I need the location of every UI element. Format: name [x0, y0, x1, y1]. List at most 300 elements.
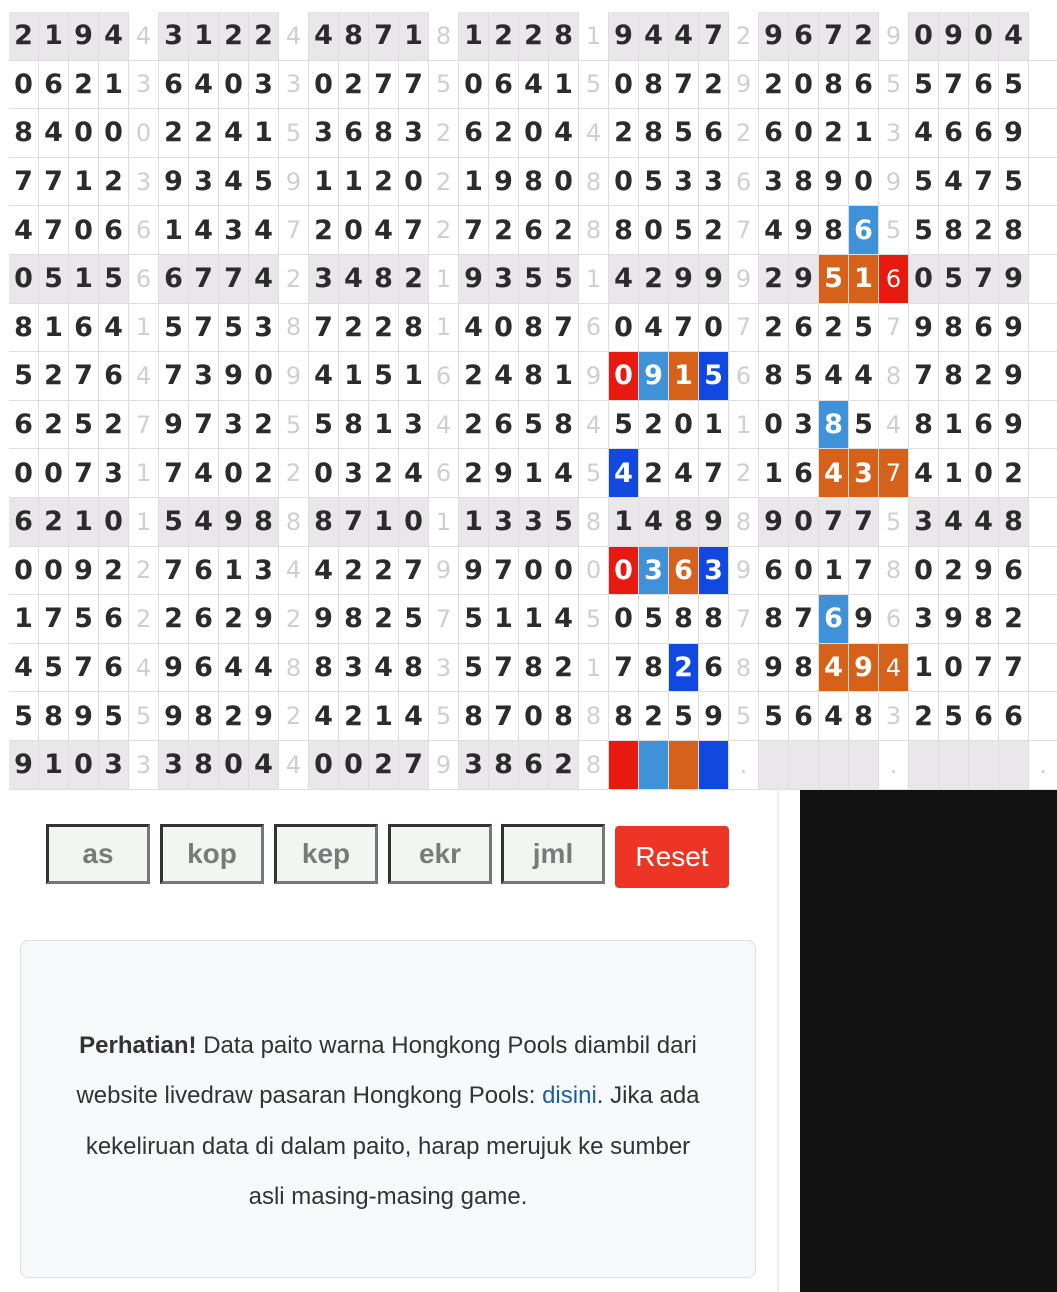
- result-digit: 1: [549, 61, 579, 109]
- highlighted-digit: 1: [849, 255, 879, 303]
- result-digit: 0: [309, 61, 339, 109]
- result-digit: 8: [999, 206, 1029, 254]
- separator-digit: 6: [879, 595, 909, 643]
- separator-digit: 9: [279, 158, 309, 206]
- result-digit: 4: [639, 498, 669, 546]
- result-digit: 7: [699, 449, 729, 497]
- result-digit: 4: [849, 352, 879, 400]
- paito-row: [9, 12, 1057, 61]
- result-digit: 7: [159, 352, 189, 400]
- result-digit: 8: [399, 644, 429, 692]
- result-digit: 6: [789, 304, 819, 352]
- separator-digit: 1: [129, 498, 159, 546]
- result-digit: 3: [219, 401, 249, 449]
- result-digit: 4: [249, 255, 279, 303]
- paito-row: [9, 547, 1057, 596]
- result-digit: 0: [789, 109, 819, 157]
- result-digit: 9: [789, 206, 819, 254]
- result-digit: 2: [609, 109, 639, 157]
- result-digit: 7: [189, 304, 219, 352]
- result-digit: 6: [519, 206, 549, 254]
- side-panel: [800, 790, 1057, 1292]
- result-digit: 7: [159, 547, 189, 595]
- result-digit: 4: [309, 12, 339, 60]
- result-digit: 6: [159, 61, 189, 109]
- result-digit: 1: [309, 158, 339, 206]
- color-swatch: [609, 741, 639, 789]
- result-digit: 2: [549, 206, 579, 254]
- result-digit: 9: [459, 255, 489, 303]
- separator-digit: [1029, 109, 1057, 157]
- result-digit: 9: [219, 352, 249, 400]
- result-digit: 2: [969, 352, 999, 400]
- result-digit: 7: [969, 644, 999, 692]
- result-digit: 2: [489, 109, 519, 157]
- result-digit: 8: [549, 692, 579, 740]
- separator-digit: [1029, 206, 1057, 254]
- kep-input[interactable]: kep: [274, 824, 378, 884]
- result-digit: 9: [909, 304, 939, 352]
- result-digit: 5: [669, 206, 699, 254]
- result-digit: 3: [669, 158, 699, 206]
- result-digit: 8: [249, 498, 279, 546]
- separator-digit: 5: [579, 449, 609, 497]
- separator-digit: 7: [429, 595, 459, 643]
- result-digit: 8: [639, 61, 669, 109]
- kop-input[interactable]: kop: [160, 824, 264, 884]
- result-digit: 2: [369, 547, 399, 595]
- separator-digit: 2: [729, 12, 759, 60]
- result-digit: 0: [309, 449, 339, 497]
- result-digit: 2: [819, 109, 849, 157]
- result-digit: 1: [39, 304, 69, 352]
- result-digit: 3: [339, 449, 369, 497]
- result-digit: 8: [819, 206, 849, 254]
- result-digit: 7: [189, 255, 219, 303]
- separator-digit: 5: [579, 595, 609, 643]
- separator-digit: 4: [579, 401, 609, 449]
- result-digit: 7: [789, 595, 819, 643]
- result-digit: 9: [999, 255, 1029, 303]
- result-digit: 4: [459, 304, 489, 352]
- result-digit: 1: [339, 352, 369, 400]
- result-digit: 7: [399, 547, 429, 595]
- result-digit: 0: [219, 741, 249, 789]
- result-digit: 1: [399, 12, 429, 60]
- separator-digit: 9: [879, 158, 909, 206]
- highlighted-digit: 3: [849, 449, 879, 497]
- result-digit: 8: [9, 304, 39, 352]
- separator-digit: 1: [729, 401, 759, 449]
- paito-row: [9, 109, 1057, 158]
- result-digit: 8: [39, 692, 69, 740]
- result-digit: 4: [369, 206, 399, 254]
- result-digit: 7: [699, 12, 729, 60]
- result-digit: 8: [819, 61, 849, 109]
- result-digit: 0: [639, 206, 669, 254]
- result-digit: 5: [39, 255, 69, 303]
- result-digit: 8: [339, 595, 369, 643]
- result-digit: 0: [219, 449, 249, 497]
- result-digit: 6: [189, 547, 219, 595]
- separator-digit: 5: [579, 61, 609, 109]
- result-digit: 3: [99, 449, 129, 497]
- result-digit: 3: [219, 206, 249, 254]
- paito-row: [9, 595, 1057, 644]
- result-digit: 2: [699, 61, 729, 109]
- separator-digit: 5: [279, 401, 309, 449]
- result-digit: 7: [399, 206, 429, 254]
- result-digit: 8: [489, 741, 519, 789]
- result-digit: [819, 741, 849, 789]
- separator-digit: 6: [429, 352, 459, 400]
- result-digit: 0: [39, 449, 69, 497]
- result-digit: 1: [69, 158, 99, 206]
- result-digit: 2: [969, 206, 999, 254]
- result-digit: 0: [609, 158, 639, 206]
- highlighted-digit: 0: [609, 352, 639, 400]
- result-digit: 7: [399, 741, 429, 789]
- result-digit: 1: [69, 255, 99, 303]
- result-digit: 1: [369, 498, 399, 546]
- result-digit: 9: [69, 12, 99, 60]
- separator-digit: 2: [129, 547, 159, 595]
- result-digit: 2: [369, 595, 399, 643]
- result-digit: 4: [759, 206, 789, 254]
- highlighted-digit: 5: [699, 352, 729, 400]
- separator-digit: [1029, 158, 1057, 206]
- result-digit: 0: [969, 449, 999, 497]
- separator-digit: 1: [579, 644, 609, 692]
- result-digit: 7: [309, 304, 339, 352]
- separator-digit: 9: [729, 61, 759, 109]
- separator-digit: 4: [129, 12, 159, 60]
- separator-digit: 9: [579, 352, 609, 400]
- result-digit: 3: [519, 498, 549, 546]
- separator-digit: 9: [429, 547, 459, 595]
- result-digit: 8: [339, 12, 369, 60]
- result-digit: 3: [489, 498, 519, 546]
- result-digit: 7: [489, 692, 519, 740]
- result-digit: 6: [969, 304, 999, 352]
- result-digit: 1: [549, 352, 579, 400]
- result-digit: 9: [819, 158, 849, 206]
- result-digit: 4: [219, 109, 249, 157]
- separator-digit: 7: [879, 304, 909, 352]
- result-digit: 4: [549, 109, 579, 157]
- result-digit: 2: [759, 255, 789, 303]
- separator-digit: 2: [429, 158, 459, 206]
- result-digit: 5: [459, 595, 489, 643]
- result-digit: 8: [369, 109, 399, 157]
- highlighted-digit: 4: [609, 449, 639, 497]
- result-digit: 2: [489, 12, 519, 60]
- highlighted-digit: 3: [699, 547, 729, 595]
- result-digit: 4: [369, 644, 399, 692]
- result-digit: 0: [39, 547, 69, 595]
- result-digit: 2: [189, 109, 219, 157]
- jml-input[interactable]: jml: [501, 824, 605, 884]
- notice-bold: Perhatian!: [79, 1031, 197, 1059]
- result-digit: 4: [219, 644, 249, 692]
- result-digit: 2: [459, 449, 489, 497]
- paito-row: [9, 304, 1057, 353]
- result-digit: 7: [69, 644, 99, 692]
- result-digit: 0: [909, 547, 939, 595]
- reset-button[interactable]: Reset: [615, 826, 729, 888]
- separator-digit: 7: [279, 206, 309, 254]
- result-digit: 4: [339, 255, 369, 303]
- separator-digit: 1: [579, 255, 609, 303]
- result-digit: 8: [309, 498, 339, 546]
- as-input[interactable]: as: [46, 824, 150, 884]
- result-digit: 9: [489, 158, 519, 206]
- result-digit: 6: [489, 61, 519, 109]
- result-digit: 0: [459, 61, 489, 109]
- source-link[interactable]: disini: [542, 1082, 597, 1109]
- result-digit: 3: [399, 401, 429, 449]
- result-digit: 0: [519, 692, 549, 740]
- result-digit: 3: [339, 644, 369, 692]
- result-digit: 2: [519, 12, 549, 60]
- result-digit: 9: [699, 498, 729, 546]
- result-digit: 7: [339, 498, 369, 546]
- result-digit: 7: [39, 206, 69, 254]
- separator-digit: 3: [129, 61, 159, 109]
- result-digit: 2: [399, 255, 429, 303]
- separator-digit: 8: [579, 498, 609, 546]
- result-digit: 9: [249, 595, 279, 643]
- result-digit: 4: [939, 498, 969, 546]
- separator-digit: [1029, 255, 1057, 303]
- separator-digit: 9: [729, 547, 759, 595]
- separator-digit: 5: [879, 206, 909, 254]
- result-digit: 4: [669, 449, 699, 497]
- result-digit: 2: [69, 61, 99, 109]
- result-digit: 4: [249, 741, 279, 789]
- result-digit: 8: [669, 595, 699, 643]
- result-digit: 3: [789, 401, 819, 449]
- result-digit: 5: [939, 692, 969, 740]
- result-digit: 5: [909, 61, 939, 109]
- highlighted-digit: 6: [879, 255, 909, 303]
- result-digit: 9: [69, 692, 99, 740]
- separator-digit: 5: [429, 692, 459, 740]
- result-digit: 6: [189, 644, 219, 692]
- divider: [777, 790, 779, 1292]
- result-digit: 2: [999, 595, 1029, 643]
- separator-digit: 9: [879, 12, 909, 60]
- separator-digit: [1029, 644, 1057, 692]
- result-digit: 3: [759, 158, 789, 206]
- result-digit: 2: [939, 547, 969, 595]
- result-digit: 7: [819, 498, 849, 546]
- separator-digit: 5: [729, 692, 759, 740]
- result-digit: 5: [609, 401, 639, 449]
- result-digit: 0: [9, 547, 39, 595]
- result-digit: 6: [159, 255, 189, 303]
- result-digit: 6: [489, 401, 519, 449]
- separator-digit: 1: [429, 255, 459, 303]
- result-digit: 6: [999, 692, 1029, 740]
- result-digit: 2: [309, 206, 339, 254]
- result-digit: 2: [759, 61, 789, 109]
- result-digit: 6: [699, 109, 729, 157]
- result-digit: 7: [69, 449, 99, 497]
- result-digit: 2: [99, 547, 129, 595]
- result-digit: 9: [759, 12, 789, 60]
- result-digit: 1: [519, 449, 549, 497]
- result-digit: 5: [9, 692, 39, 740]
- result-digit: 2: [639, 255, 669, 303]
- result-digit: 4: [189, 449, 219, 497]
- result-digit: 7: [969, 255, 999, 303]
- separator-digit: [1029, 61, 1057, 109]
- result-digit: 0: [399, 498, 429, 546]
- separator-digit: [1029, 595, 1057, 643]
- result-digit: 6: [459, 109, 489, 157]
- separator-digit: 6: [129, 255, 159, 303]
- result-digit: 9: [789, 255, 819, 303]
- result-digit: 9: [459, 547, 489, 595]
- paito-row: [9, 255, 1057, 304]
- result-digit: 3: [189, 352, 219, 400]
- separator-digit: 2: [729, 109, 759, 157]
- separator-digit: 9: [429, 741, 459, 789]
- highlighted-digit: 2: [669, 644, 699, 692]
- paito-row: [9, 741, 1057, 790]
- separator-digit: 8: [279, 644, 309, 692]
- result-digit: 2: [9, 12, 39, 60]
- result-digit: 1: [39, 741, 69, 789]
- result-digit: 8: [369, 255, 399, 303]
- result-digit: 0: [99, 109, 129, 157]
- separator-digit: 8: [729, 498, 759, 546]
- result-digit: 9: [669, 255, 699, 303]
- result-digit: 7: [939, 61, 969, 109]
- result-digit: 7: [9, 158, 39, 206]
- result-digit: 2: [249, 401, 279, 449]
- result-digit: 4: [999, 12, 1029, 60]
- result-digit: 4: [819, 692, 849, 740]
- result-digit: 0: [609, 595, 639, 643]
- result-digit: 4: [249, 206, 279, 254]
- result-digit: 7: [819, 12, 849, 60]
- separator-digit: 5: [879, 61, 909, 109]
- result-digit: 1: [369, 692, 399, 740]
- result-digit: 6: [39, 61, 69, 109]
- separator-digit: 3: [879, 109, 909, 157]
- result-digit: 6: [759, 547, 789, 595]
- result-digit: 3: [189, 158, 219, 206]
- result-digit: 2: [159, 595, 189, 643]
- separator-digit: 3: [129, 158, 159, 206]
- result-digit: 6: [849, 61, 879, 109]
- separator-digit: 1: [429, 498, 459, 546]
- result-digit: 8: [339, 401, 369, 449]
- result-digit: 6: [69, 304, 99, 352]
- highlighted-digit: 0: [609, 547, 639, 595]
- result-digit: 2: [99, 401, 129, 449]
- result-digit: [939, 741, 969, 789]
- result-digit: 6: [789, 449, 819, 497]
- highlighted-digit: 6: [849, 206, 879, 254]
- result-digit: 0: [339, 741, 369, 789]
- separator-digit: [1029, 498, 1057, 546]
- paito-row: [9, 61, 1057, 110]
- result-digit: 4: [189, 61, 219, 109]
- result-digit: 9: [759, 644, 789, 692]
- result-digit: 8: [789, 158, 819, 206]
- separator-digit: 1: [579, 12, 609, 60]
- result-digit: 9: [609, 12, 639, 60]
- result-digit: 0: [549, 158, 579, 206]
- result-digit: [789, 741, 819, 789]
- result-digit: 0: [339, 206, 369, 254]
- result-digit: 8: [759, 352, 789, 400]
- result-digit: 4: [99, 304, 129, 352]
- separator-digit: .: [879, 741, 909, 789]
- result-digit: 0: [609, 61, 639, 109]
- result-digit: 9: [699, 255, 729, 303]
- result-digit: 2: [339, 61, 369, 109]
- result-digit: 0: [9, 61, 39, 109]
- result-digit: 6: [969, 109, 999, 157]
- result-digit: 1: [369, 401, 399, 449]
- result-digit: 7: [159, 449, 189, 497]
- separator-digit: 3: [879, 692, 909, 740]
- separator-digit: 4: [579, 109, 609, 157]
- result-digit: 0: [699, 304, 729, 352]
- separator-digit: 8: [729, 644, 759, 692]
- separator-digit: 6: [729, 158, 759, 206]
- separator-digit: 8: [879, 352, 909, 400]
- result-digit: 5: [519, 401, 549, 449]
- ekr-input[interactable]: ekr: [388, 824, 492, 884]
- separator-digit: 8: [579, 741, 609, 789]
- separator-digit: 4: [279, 547, 309, 595]
- paito-row: [9, 158, 1057, 207]
- result-digit: 2: [339, 304, 369, 352]
- result-digit: 8: [549, 12, 579, 60]
- separator-digit: .: [729, 741, 759, 789]
- separator-digit: 4: [129, 644, 159, 692]
- result-digit: 7: [669, 304, 699, 352]
- result-digit: 7: [369, 61, 399, 109]
- result-digit: 8: [399, 304, 429, 352]
- result-digit: 7: [489, 644, 519, 692]
- separator-digit: 5: [879, 498, 909, 546]
- separator-digit: 5: [279, 109, 309, 157]
- result-digit: 2: [219, 692, 249, 740]
- result-digit: 1: [69, 498, 99, 546]
- result-digit: 0: [909, 255, 939, 303]
- result-digit: 8: [999, 498, 1029, 546]
- result-digit: 2: [159, 109, 189, 157]
- result-digit: 4: [609, 255, 639, 303]
- result-digit: 1: [459, 12, 489, 60]
- separator-digit: 2: [729, 449, 759, 497]
- result-digit: 5: [549, 498, 579, 546]
- result-digit: 9: [249, 692, 279, 740]
- result-digit: 8: [519, 304, 549, 352]
- result-digit: 2: [639, 692, 669, 740]
- result-digit: 5: [159, 304, 189, 352]
- result-digit: 1: [189, 12, 219, 60]
- result-digit: 5: [369, 352, 399, 400]
- result-digit: 6: [99, 206, 129, 254]
- result-digit: 0: [849, 158, 879, 206]
